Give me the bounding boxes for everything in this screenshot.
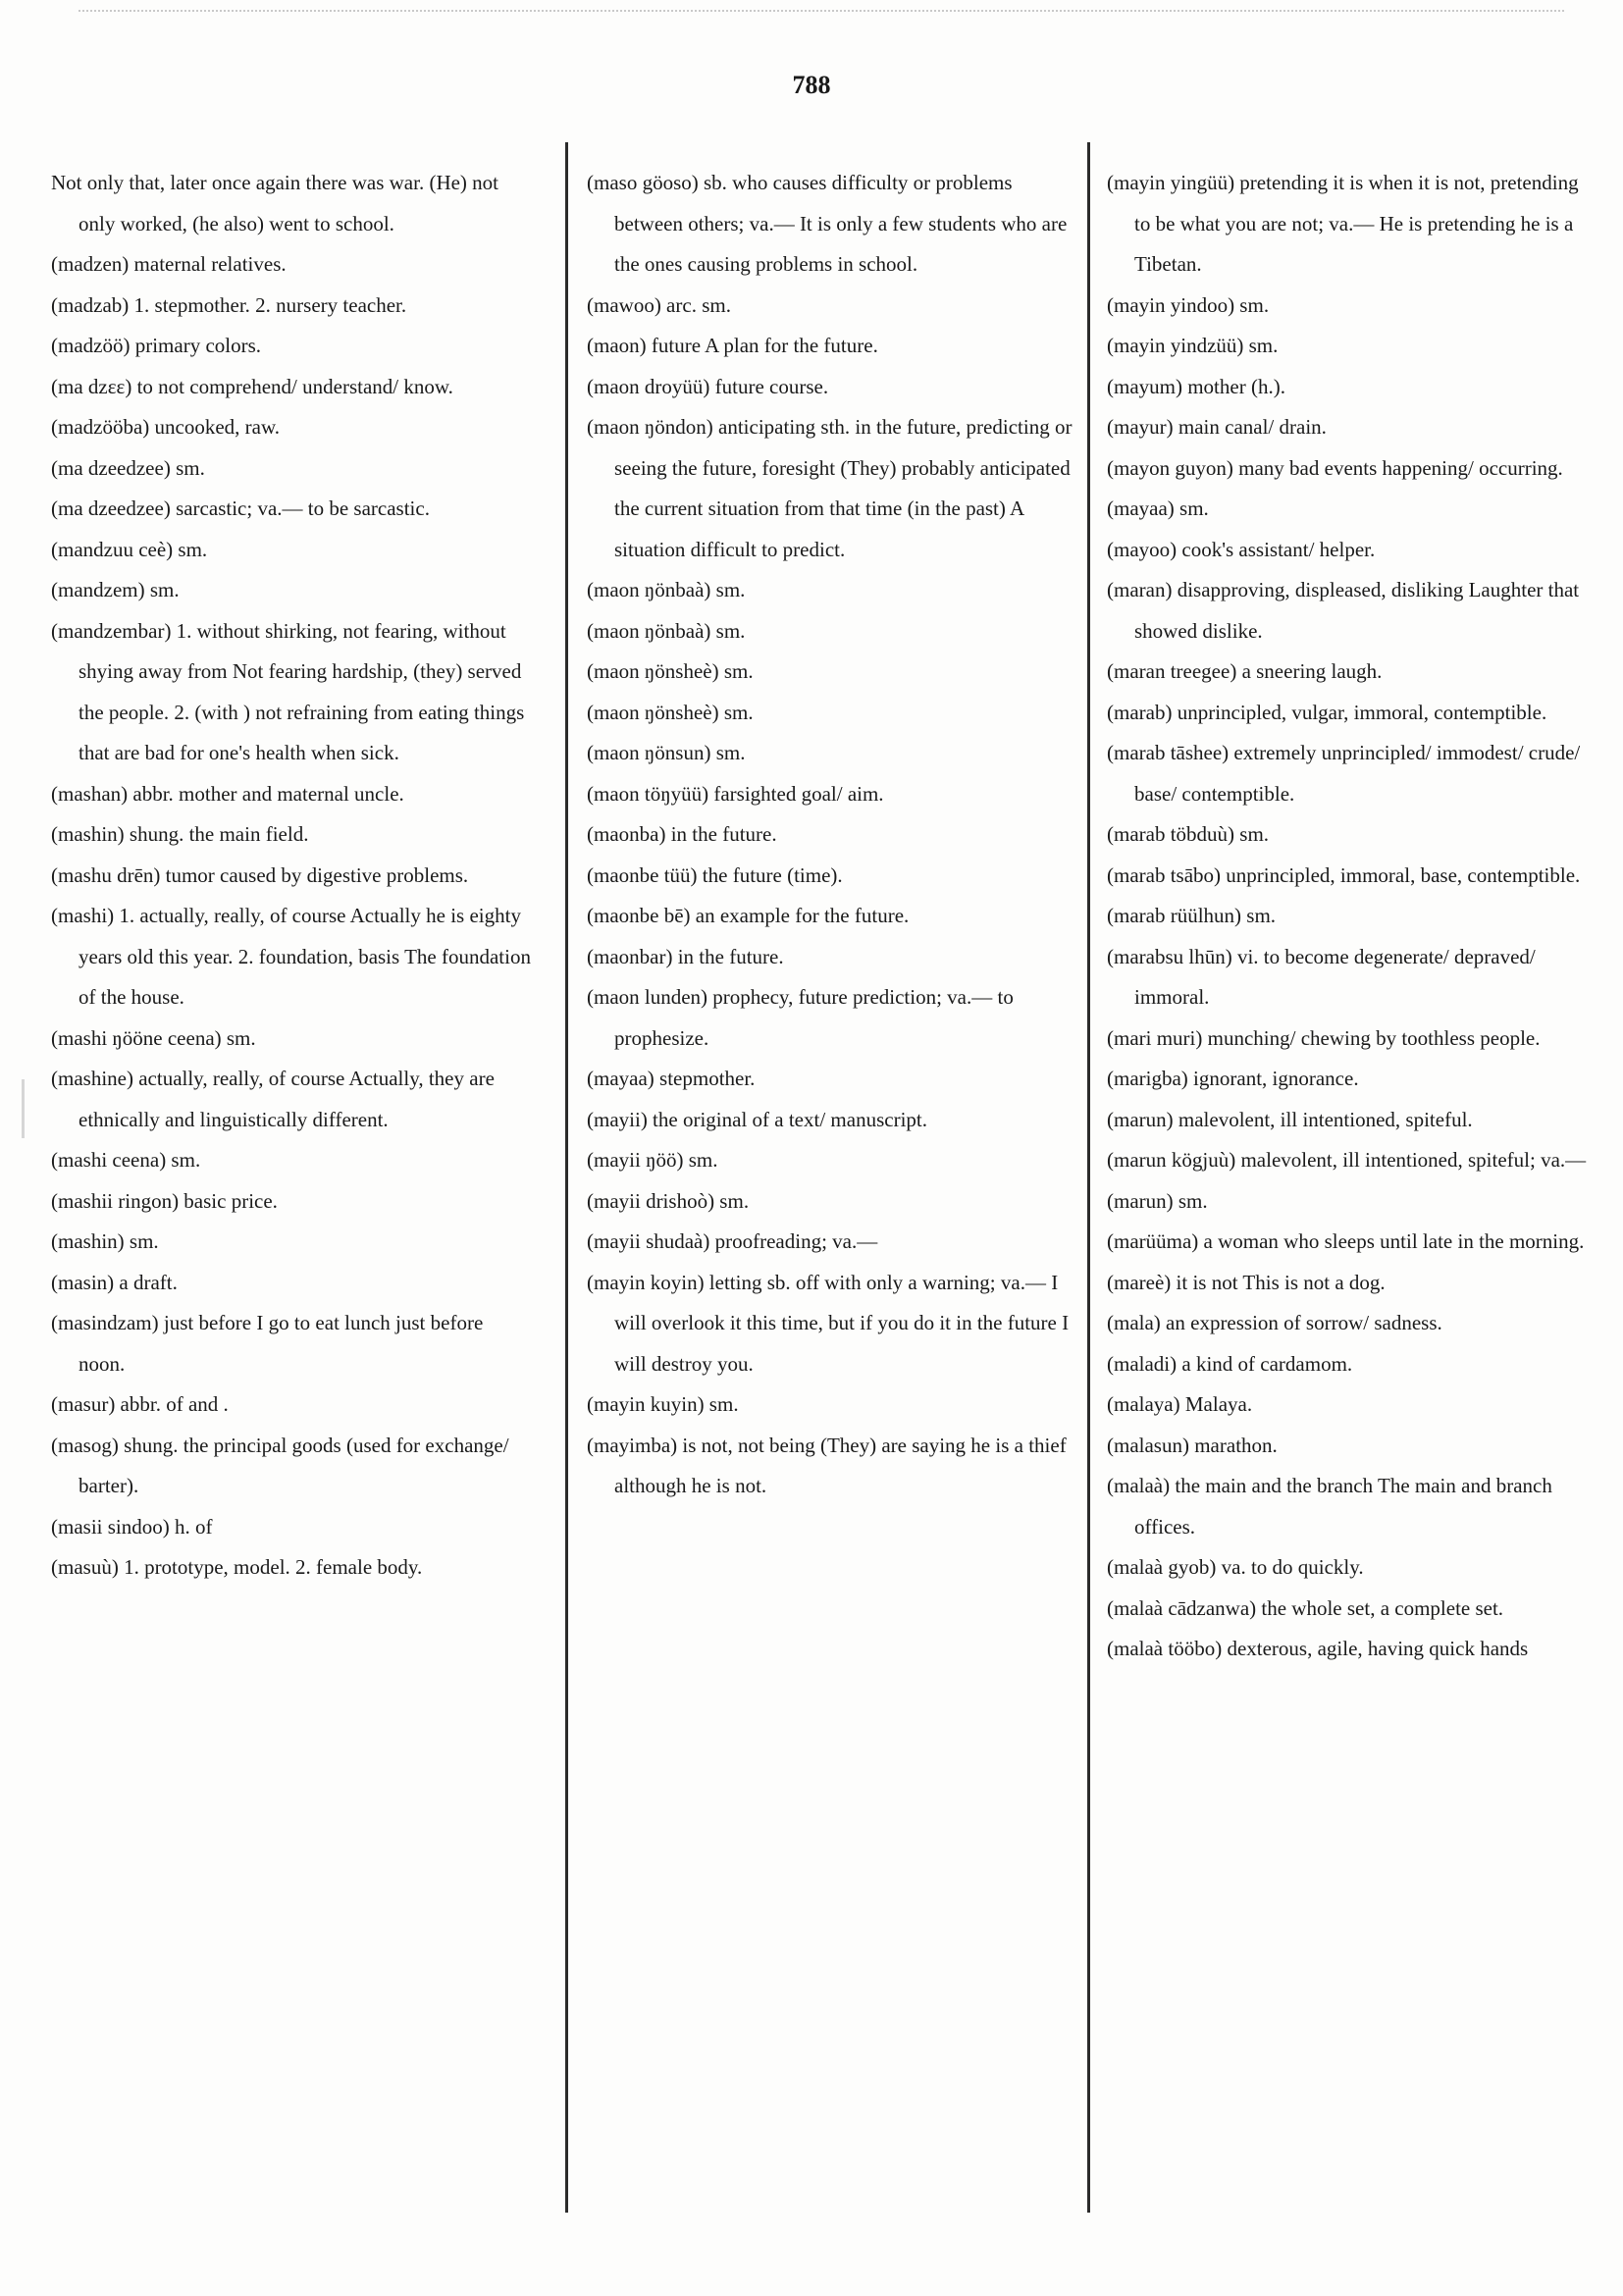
dictionary-entry: (mayii) the original of a text/ manuscript. [587,1107,927,1131]
dictionary-entry: (mayin yindzüü) sm. [1107,334,1279,357]
dictionary-columns [0,163,1623,2272]
dictionary-entry: (mayimba) is not, not being (They) are saying he is a thief although he is not. [587,1433,1067,1497]
dictionary-entry: (ma dzeedzee) sm. [51,455,205,480]
dictionary-column-2 [587,163,1073,2272]
dictionary-entry: (marab) unprincipled, vulgar, immoral, contemptible. [1107,700,1547,724]
dictionary-entry: (masindzam) just before I go to eat lunch just before noon. [51,1311,484,1376]
dictionary-entry: (malaà gyob) va. to do quickly. [1107,1555,1364,1579]
dictionary-entry: (malaà tööbo) dexterous, agile, having quick hands [1107,1637,1529,1660]
dictionary-entry: (marab tsābo) unprincipled, immoral, base, contemptible. [1107,862,1581,887]
dictionary-entry: (mayii ŋöö) sm. [587,1148,718,1172]
dictionary-entry: (masuù) 1. prototype, model. 2. female body. [51,1555,423,1579]
page-number: 788 [792,71,831,99]
dictionary-entry: (mandzuu ceè) sm. [51,537,208,561]
page-top-edge [79,10,1564,12]
dictionary-entry: (mandzem) sm. [51,578,180,601]
dictionary-entry: (mashi ceena) sm. [51,1148,201,1172]
dictionary-entry: (mashin) shung. the main field. [51,822,309,846]
dictionary-entry: (mayin koyin) letting sb. off with only a warning; va.— I will overlook it this time, but if you do it in the future I will destroy you. [587,1270,1070,1376]
dictionary-entry: (masog) shung. the principal goods (used for exchange/ barter). [51,1433,509,1497]
dictionary-entry: (mashi) 1. actually, really, of course Actually he is eighty years old this year. 2. foundation, basis The foundation of the house. [51,904,531,1009]
dictionary-entry: (maon) future A plan for the future. [587,334,878,357]
dictionary-column-3 [1107,163,1597,2272]
dictionary-entry: (ma dzɛɛ) to not comprehend/ understand/ know. [51,374,453,398]
dictionary-entry: (mashi ŋööne ceena) sm. [51,1025,256,1050]
dictionary-entry: (mashu drēn) tumor caused by digestive problems. [51,862,469,887]
dictionary-entry: (maon ŋönbaà) sm. [587,578,746,601]
dictionary-entry: (madzööba) uncooked, raw. [51,415,281,439]
dictionary-entry: (mayii drishoò) sm. [587,1188,750,1213]
dictionary-entry: (maon töŋyüü) farsighted goal/ aim. [587,781,884,806]
dictionary-entry: (madzab) 1. stepmother. 2. nursery teacher. [51,292,407,317]
dictionary-entry: (mala) an expression of sorrow/ sadness. [1107,1311,1442,1334]
dictionary-entry: (mashii ringon) basic price. [51,1188,278,1213]
dictionary-entry: (marüüma) a woman who sleeps until late in the morning. [1107,1229,1585,1253]
dictionary-entry: (marun kögjuù) malevolent, ill intentioned, spiteful; va.— [1107,1148,1587,1172]
dictionary-entry: (mayin kuyin) sm. [587,1392,739,1416]
dictionary-entry: (mayum) mother (h.). [1107,374,1285,398]
dictionary-entry: (mayur) main canal/ drain. [1107,415,1327,439]
dictionary-entry: (mashine) actually, really, of course Actually, they are ethnically and linguistically different. [51,1067,495,1131]
dictionary-entry: (maon ŋönsheè) sm. [587,659,754,683]
dictionary-entry: Not only that, later once again there was war. (He) not only worked, (he also) went to school. [51,171,499,235]
dictionary-entry: (malasun) marathon. [1107,1433,1278,1457]
dictionary-entry: (maon ŋöndon) anticipating sth. in the future, predicting or seeing the future, foresight (They) probably anticipated the current situation from that time (in the past) A situation difficult to predict. [587,415,1073,561]
dictionary-entry: (madzöö) primary colors. [51,334,262,357]
dictionary-entry: (maon lunden) prophecy, future prediction; va.— to prophesize. [587,985,1014,1050]
dictionary-entry: (mayaa) sm. [1107,496,1209,520]
dictionary-entry: (mari muri) munching/ chewing by toothless people. [1107,1025,1541,1050]
dictionary-entry: (mashin) sm. [51,1229,159,1253]
dictionary-entry: (mandzembar) 1. without shirking, not fearing, without shying away from Not fearing hardship, (they) served the people. 2. (with ) not refraining from eating things that are bad for one's health when sick. [51,618,525,764]
dictionary-entry: (masin) a draft. [51,1270,178,1294]
dictionary-entry: (maran treegee) a sneering laugh. [1107,659,1383,683]
dictionary-entry: (masur) abbr. of and . [51,1392,229,1416]
dictionary-entry: (malaà) the main and the branch The main and branch offices. [1107,1474,1552,1539]
dictionary-entry: (mashan) abbr. mother and maternal uncle. [51,781,404,806]
dictionary-entry: (maon ŋönsheè) sm. [587,700,754,724]
dictionary-entry: (maonba) in the future. [587,822,777,846]
dictionary-entry: (ma dzeedzee) sarcastic; va.— to be sarcastic. [51,496,430,520]
dictionary-entry: (maon ŋönsun) sm. [587,741,746,764]
dictionary-entry: (maon droyüü) future course. [587,374,829,398]
dictionary-entry: (maladi) a kind of cardamom. [1107,1351,1353,1376]
dictionary-entry: (mawoo) arc. sm. [587,292,731,317]
dictionary-entry: (marab töbduù) sm. [1107,822,1270,846]
dictionary-entry: (maonbe tüü) the future (time). [587,862,843,887]
dictionary-entry: (marab tāshee) extremely unprincipled/ immodest/ crude/ base/ contemptible. [1107,741,1581,806]
dictionary-entry: (malaà cādzanwa) the whole set, a complete set. [1107,1595,1504,1620]
dictionary-entry: (maonbar) in the future. [587,944,784,968]
dictionary-entry: (marun) malevolent, ill intentioned, spiteful. [1107,1107,1473,1131]
dictionary-entry: (mayon guyon) many bad events happening/ occurring. [1107,455,1563,480]
dictionary-entry: (mayoo) cook's assistant/ helper. [1107,537,1376,561]
dictionary-entry: (maran) disapproving, displeased, disliking Laughter that showed dislike. [1107,578,1580,643]
dictionary-entry: (marabsu lhūn) vi. to become degenerate/ depraved/ immoral. [1107,944,1536,1009]
dictionary-entry: (mayin yindoo) sm. [1107,292,1270,317]
dictionary-entry: (maonbe bē) an example for the future. [587,904,910,927]
dictionary-entry: (maon ŋönbaà) sm. [587,618,746,643]
dictionary-entry: (mayii shudaà) proofreading; va.— [587,1229,878,1253]
dictionary-column-1 [51,163,532,2272]
dictionary-entry: (malaya) Malaya. [1107,1392,1253,1416]
dictionary-entry: (mayaa) stepmother. [587,1067,756,1090]
dictionary-entry: (marab rüülhun) sm. [1107,904,1277,927]
dictionary-entry: (mayin yingüü) pretending it is when it is not, pretending to be what you are not; va.— He is pretending he is a Tibetan. [1107,171,1579,276]
dictionary-entry: (madzen) maternal relatives. [51,252,287,276]
dictionary-entry: (marigba) ignorant, ignorance. [1107,1067,1359,1090]
dictionary-entry: (maso göoso) sb. who causes difficulty or problems between others; va.— It is only a few students who are the ones causing problems in school. [587,171,1068,276]
dictionary-entry: (masii sindoo) h. of [51,1514,213,1539]
dictionary-entry: (mareè) it is not This is not a dog. [1107,1270,1386,1294]
dictionary-entry: (marun) sm. [1107,1188,1208,1213]
